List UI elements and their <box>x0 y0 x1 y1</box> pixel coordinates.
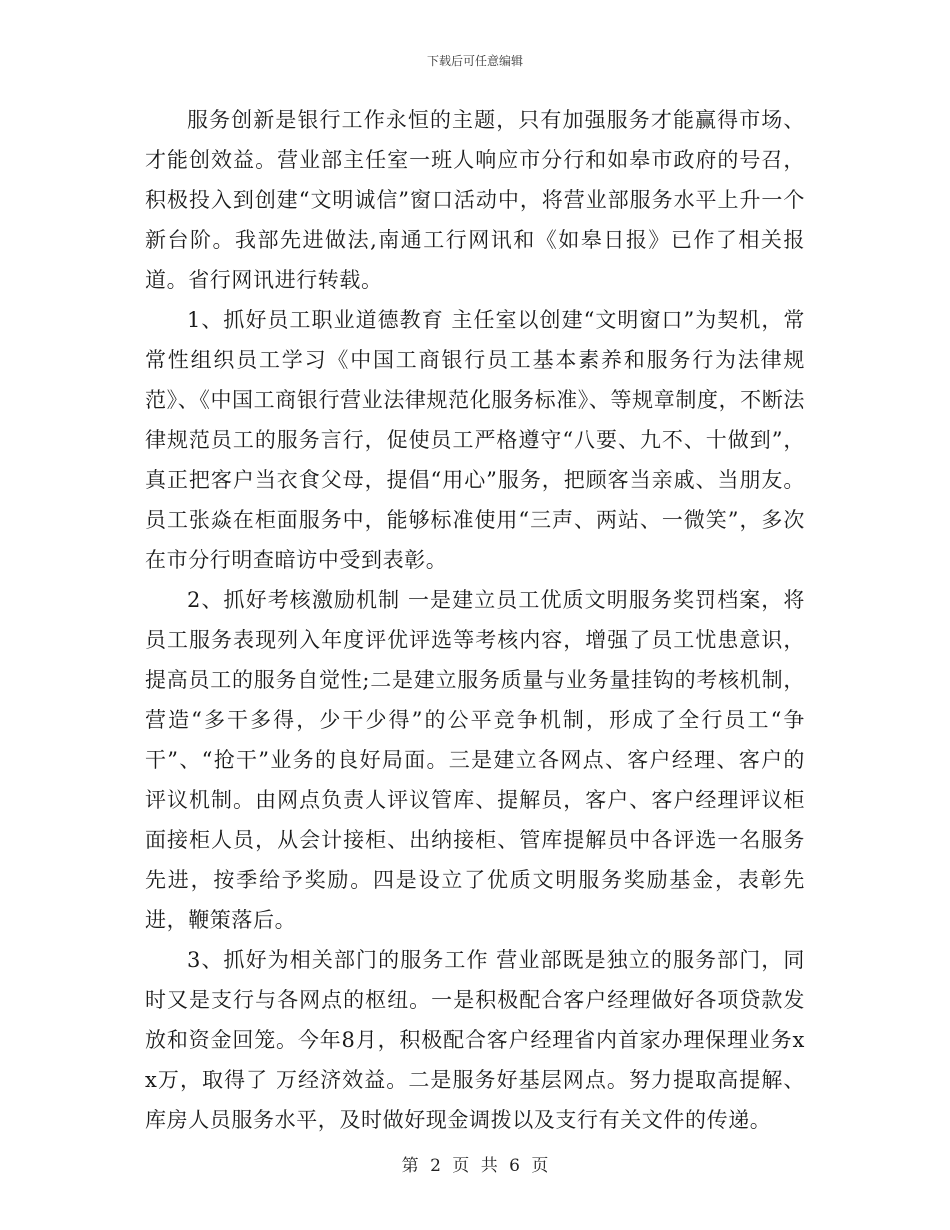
footer-total-pages: 6 <box>509 1156 520 1176</box>
paragraph-item-3: 3、抓好为相关部门的服务工作 营业部既是独立的服务部门，同时又是支行与各网点的枢纽。一是积极配合客户经理做好各项贷款发放和资金回笼。今年8月，积极配合客户经理省内首家办理保理业务xx万，取得了 万经济效益。二是服务好基层网点。努力提取高提解、库房人员服务水平，及时做好现金调拨以及支行有关文件的传递。 <box>145 948 805 1132</box>
page-footer <box>0 1155 950 1177</box>
paragraph-intro: 服务创新是银行工作永恒的主题，只有加强服务才能赢得市场、才能创效益。营业部主任室一班人响应市分行和如皋市政府的号召，积极投入到创建“文明诚信”窗口活动中，将营业部服务水平上升一个新台阶。我部先进做法,南通工行网讯和《如皋日报》已作了相关报道。省行网讯进行转载。 <box>145 108 805 292</box>
footer-label-total-unit: 页 <box>531 1156 549 1176</box>
header-note: 下载后可任意编辑 <box>426 54 523 68</box>
paragraph-item-2: 2、抓好考核激励机制 一是建立员工优质文明服务奖罚档案，将员工服务表现列入年度评优评选等考核内容，增强了员工忧患意识，提高员工的服务自觉性;二是建立服务质量与业务量挂钩的考核机制，营造“多干多得，少干少得”的公平竞争机制，形成了全行员工“争干”、“抢干”业务的良好局面。三是建立各网点、客户经理、客户的评议机制。由网点负责人评议管库、提解员，客户、客户经理评议柜面接柜人员，从会计接柜、出纳接柜、管库提解员中各评选一名服务先进，按季给予奖励。四是设立了优质文明服务奖励基金，表彰先进，鞭策落后。 <box>145 588 805 932</box>
footer-label-page: 第 <box>401 1156 419 1176</box>
document-body <box>145 100 805 1140</box>
paragraph-item-1: 1、抓好员工职业道德教育 主任室以创建“文明窗口”为契机，常常性组织员工学习《中国工商银行员工基本素养和服务行为法律规范》、《中国工商银行营业法律规范化服务标准》、等规章制度，不断法律规范员工的服务言行，促使员工严格遵守“八要、九不、十做到”，真正把客户当衣食父母，提倡“用心”服务，把顾客当亲戚、当朋友。员工张焱在柜面服务中，能够标准使用“三声、两站、一微笑”，多次在市分行明查暗访中受到表彰。 <box>145 308 805 572</box>
footer-current-page: 2 <box>430 1156 441 1176</box>
page-header <box>0 53 950 69</box>
footer-label-page-unit: 页 <box>452 1156 470 1176</box>
footer-label-total: 共 <box>480 1156 498 1176</box>
